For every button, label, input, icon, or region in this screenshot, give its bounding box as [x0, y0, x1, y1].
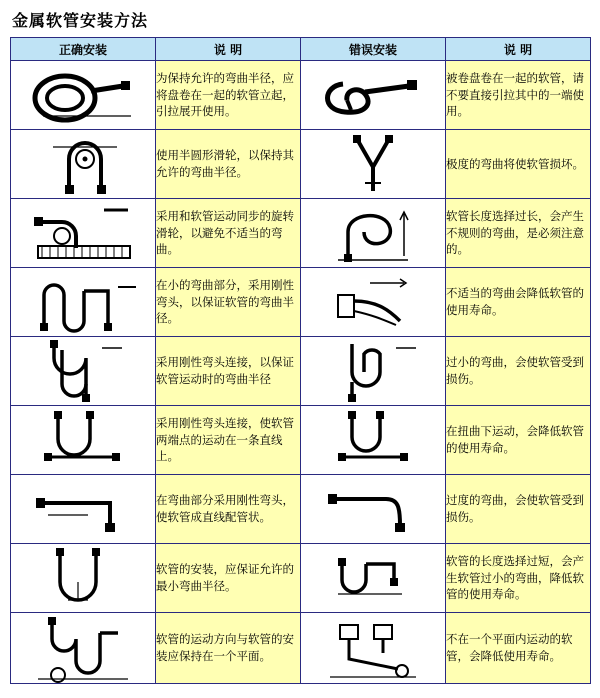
table-row	[11, 544, 591, 613]
improper-small-radius-bend-icon	[301, 271, 445, 333]
over-tight-bend-damage-icon	[301, 338, 445, 404]
figure-correct-5	[11, 337, 156, 406]
note-wrong-4: 不适当的弯曲会降低软管的使用寿命。	[446, 268, 591, 337]
note-correct-5: 采用刚性弯头连接，以保证软管运动时的弯曲半径	[156, 337, 301, 406]
note-wrong-8: 软管的长度选择过短，会产生软管过小的弯曲，降低软管的使用寿命。	[446, 544, 591, 613]
note-correct-9: 软管的运动方向与软管的安装应保持在一个平面。	[156, 613, 301, 684]
hose-bent-sharply-over-edge-icon	[301, 133, 445, 195]
note-wrong-5: 过小的弯曲，会使软管受到损伤。	[446, 337, 591, 406]
figure-correct-6	[11, 406, 156, 475]
hose-moving-out-of-plane-icon	[301, 613, 445, 683]
note-wrong-6: 在扭曲下运动，会降低软管的使用寿命。	[446, 406, 591, 475]
header-wrong-note: 说 明	[446, 38, 591, 61]
note-correct-7: 在弯曲部分采用刚性弯头，使软管成直线配管状。	[156, 475, 301, 544]
hose-over-half-round-pulley-icon	[11, 133, 155, 195]
hose-on-synchronized-rotating-pulley-chain-icon	[11, 202, 155, 264]
figure-wrong-9	[301, 613, 446, 684]
hose-too-long-small-bend-icon	[301, 546, 445, 610]
rigid-elbow-connection-moving-hose-icon	[11, 338, 155, 404]
coiled-hose-pulled-from-one-end-icon	[301, 64, 445, 126]
rigid-elbow-straight-piping-icon	[11, 481, 155, 537]
table-row	[11, 613, 591, 684]
table-row	[11, 268, 591, 337]
note-wrong-2: 极度的弯曲将使软管损坏。	[446, 130, 591, 199]
excessive-bend-at-fitting-icon	[301, 481, 445, 537]
table-header-row	[11, 38, 591, 61]
figure-wrong-1	[301, 61, 446, 130]
coiled-hose-standing-upright-icon	[11, 64, 155, 126]
figure-wrong-2	[301, 130, 446, 199]
installation-method-table	[10, 37, 591, 684]
figure-correct-1	[11, 61, 156, 130]
page-title: 金属软管安装方法	[12, 11, 149, 30]
table-row	[11, 337, 591, 406]
rigid-elbows-both-ends-straight-line-motion-icon	[11, 409, 155, 471]
figure-wrong-5	[301, 337, 446, 406]
header-wrong-install: 错误安装	[301, 38, 446, 61]
hose-motion-same-plane-as-installation-icon	[11, 613, 155, 683]
note-correct-8: 软管的安装，应保证允许的最小弯曲半径。	[156, 544, 301, 613]
hose-too-long-irregular-bend-icon	[301, 202, 445, 264]
hose-twisting-motion-icon	[301, 409, 445, 471]
note-correct-2: 使用半圆形滑轮，以保持其允许的弯曲半径。	[156, 130, 301, 199]
figure-wrong-7	[301, 475, 446, 544]
table-row	[11, 475, 591, 544]
figure-correct-3	[11, 199, 156, 268]
figure-wrong-8	[301, 544, 446, 613]
figure-correct-7	[11, 475, 156, 544]
hose-installed-minimum-bend-radius-icon	[11, 546, 155, 610]
table-row	[11, 61, 591, 130]
note-correct-3: 采用和软管运动同步的旋转滑轮，以避免不适当的弯曲。	[156, 199, 301, 268]
figure-wrong-3	[301, 199, 446, 268]
table-row	[11, 406, 591, 475]
note-wrong-1: 被卷盘卷在一起的软管，请不要直接引拉其中的一端使用。	[446, 61, 591, 130]
table-row	[11, 130, 591, 199]
figure-correct-9	[11, 613, 156, 684]
figure-correct-4	[11, 268, 156, 337]
figure-correct-8	[11, 544, 156, 613]
note-correct-6: 采用刚性弯头连接，使软管两端点的运动在一条直线上。	[156, 406, 301, 475]
figure-correct-2	[11, 130, 156, 199]
header-correct-install: 正确安装	[11, 38, 156, 61]
note-correct-1: 为保持允许的弯曲半径，应将盘卷在一起的软管立起，引拉展开使用。	[156, 61, 301, 130]
note-wrong-3: 软管长度选择过长，会产生不规则的弯曲，是必须注意的。	[446, 199, 591, 268]
note-wrong-9: 不在一个平面内运动的软管，会降低使用寿命。	[446, 613, 591, 684]
figure-wrong-6	[301, 406, 446, 475]
rigid-elbow-at-small-bend-icon	[11, 271, 155, 333]
note-correct-4: 在小的弯曲部分，采用刚性弯头，以保证软管的弯曲半径。	[156, 268, 301, 337]
note-wrong-7: 过度的弯曲，会使软管受到损伤。	[446, 475, 591, 544]
header-correct-note: 说 明	[156, 38, 301, 61]
table-row	[11, 199, 591, 268]
figure-wrong-4	[301, 268, 446, 337]
